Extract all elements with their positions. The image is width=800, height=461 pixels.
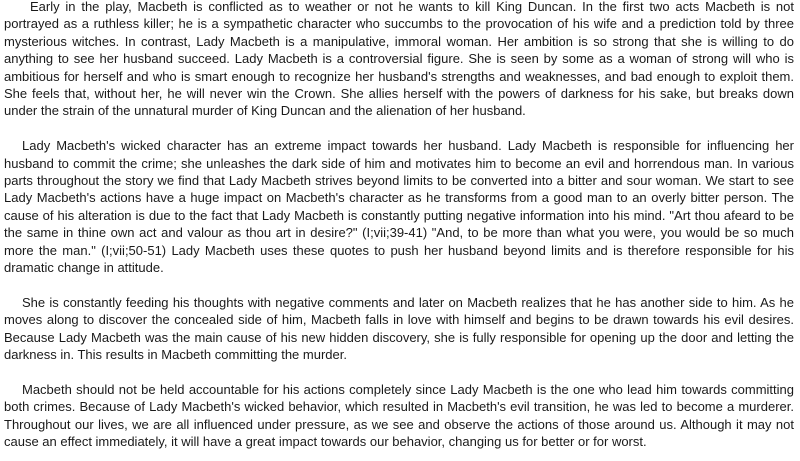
paragraph-spacer (4, 120, 794, 137)
paragraph-2: Lady Macbeth's wicked character has an extreme impact towards her husband. Lady Macbeth is responsible for influencing her husband to commit the crime; she unleashes the dark side of him and motivates him to become an evil and horrendous man. In various parts throughout the story we find that Lady Macbeth strives beyond limits to be converted into a bitter and sour woman. We start to see Lady Macbeth's actions have a huge impact on Macbeth's character as he transforms from a good man to an overly bitter person. The cause of his alteration is due to the fact that Lady Macbeth is constantly putting negative information into his mind. "Art thou afeard to be the same in thine own act and valour as thou art in desire?" (I;vii;39-41) "And, to be more than what you were, you would be so much more the man." (I;vii;50-51) Lady Macbeth uses these quotes to push her husband beyond limits and is therefore responsible for his dramatic change in attitude. (4, 138, 794, 276)
paragraph-3: She is constantly feeding his thoughts with negative comments and later on Macbeth realizes that he has another side to him. As he moves along to discover the concealed side of him, Macbeth falls in love with himself and begins to be drawn towards his evil desires. Because Lady Macbeth was the main cause of his new hidden discovery, she is fully responsible for opening up the door and letting the darkness in. This results in Macbeth committing the murder. (4, 294, 794, 363)
paragraph-spacer (4, 364, 794, 381)
essay-document (4, 0, 794, 451)
paragraph-1: Early in the play, Macbeth is conflicted as to weather or not he wants to kill King Duncan. In the first two acts Macbeth is not portrayed as a ruthless killer; he is a sympathetic character who succumbs to the provocation of his wife and a prediction told by three mysterious witches. In contrast, Lady Macbeth is a manipulative, immoral woman. Her ambition is so strong that she is willing to do anything to see her husband succeed. Lady Macbeth is a controversial figure. She is seen by some as a woman of strong will who is ambitious for herself and who is smart enough to recognize her husband's strengths and weaknesses, and bad enough to exploit them. She feels that, without her, he will never win the Crown. She allies herself with the powers of darkness for his sake, but breaks down under the strain of the unnatural murder of King Duncan and the alienation of her husband. (4, 0, 794, 119)
paragraph-4: Macbeth should not be held accountable for his actions completely since Lady Macbeth is the one who lead him towards committing both crimes. Because of Lady Macbeth's wicked behavior, which resulted in Macbeth's evil transition, he was led to become a murderer. Throughout our lives, we are all influenced under pressure, as we see and observe the actions of those around us. Although it may not cause an effect immediately, it will have a great impact towards our behavior, changing us for better or for worst. (4, 381, 794, 450)
paragraph-spacer (4, 276, 794, 293)
